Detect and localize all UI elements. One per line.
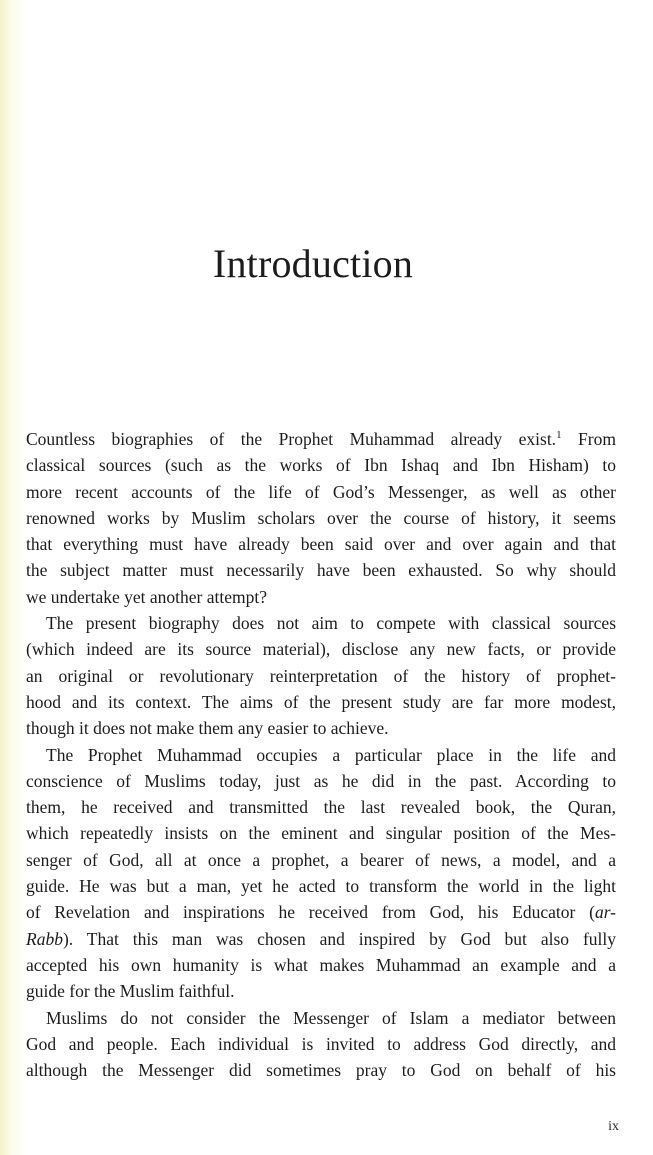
text-line: The present biography does not aim to compete with classical sources — [46, 613, 616, 634]
text-line: senger of God, all at once a prophet, a bearer of news, a model, and a — [26, 849, 616, 870]
page-number: ix — [608, 1119, 619, 1134]
chapter-title: Introduction — [212, 241, 414, 286]
paragraph-2 — [26, 610, 616, 741]
text-line: Rabb). That this man was chosen and inspired by God but also fully — [26, 928, 616, 949]
text-line: hood and its context. The aims of the present study are far more modest, — [26, 691, 616, 712]
text-line: them, he received and transmitted the last revealed book, the Quran, — [26, 797, 616, 818]
italic-term: ar- — [594, 902, 616, 923]
body-text — [26, 426, 616, 1083]
text-line: God and people. Each individual is invited to address God directly, and — [26, 1033, 616, 1054]
text-line: of Revelation and inspirations he received from God, his Educator (ar- — [26, 902, 616, 923]
paragraph-3 — [26, 742, 616, 1005]
paragraph-1 — [26, 426, 616, 610]
text-line: although the Messenger did sometimes pray to God on behalf of his — [26, 1060, 616, 1081]
paragraph-4 — [26, 1005, 616, 1084]
text-line: we undertake yet another attempt? — [26, 586, 268, 607]
text-line: renowned works by Muslim scholars over the course of history, it seems — [26, 507, 616, 528]
text-line: more recent accounts of the life of God’s Messenger, as well as other — [26, 481, 616, 502]
text-line: accepted his own humanity is what makes Muhammad an example and a — [26, 954, 616, 975]
text-line: guide for the Muslim faithful. — [26, 981, 235, 1002]
text-line: which repeatedly insists on the eminent and singular position of the Mes- — [26, 823, 616, 844]
footnote-marker[interactable]: 1 — [556, 429, 562, 441]
text-line: guide. He was but a man, yet he acted to transform the world in the light — [26, 876, 616, 897]
text-line: Muslims do not consider the Messenger of Islam a mediator between — [46, 1007, 616, 1028]
text-line: classical sources (such as the works of Ibn Ishaq and Ibn Hisham) to — [26, 455, 616, 476]
text-line: the subject matter must necessarily have been exhausted. So why should — [26, 560, 616, 581]
text-line: an original or revolutionary reinterpretation of the history of prophet- — [26, 665, 616, 686]
text-line: though it does not make them any easier to achieve. — [26, 718, 389, 739]
italic-term: Rabb — [26, 928, 63, 949]
text-line: The Prophet Muhammad occupies a particular place in the life and — [46, 744, 616, 765]
text-line: Countless biographies of the Prophet Muhammad already exist.$^1$ From — [26, 429, 616, 449]
text-line: (which indeed are its source material), disclose any new facts, or provide — [26, 639, 616, 660]
text-line: conscience of Muslims today, just as he did in the past. According to — [26, 770, 616, 791]
text-line: that everything must have already been said over and over again and that — [26, 534, 616, 555]
